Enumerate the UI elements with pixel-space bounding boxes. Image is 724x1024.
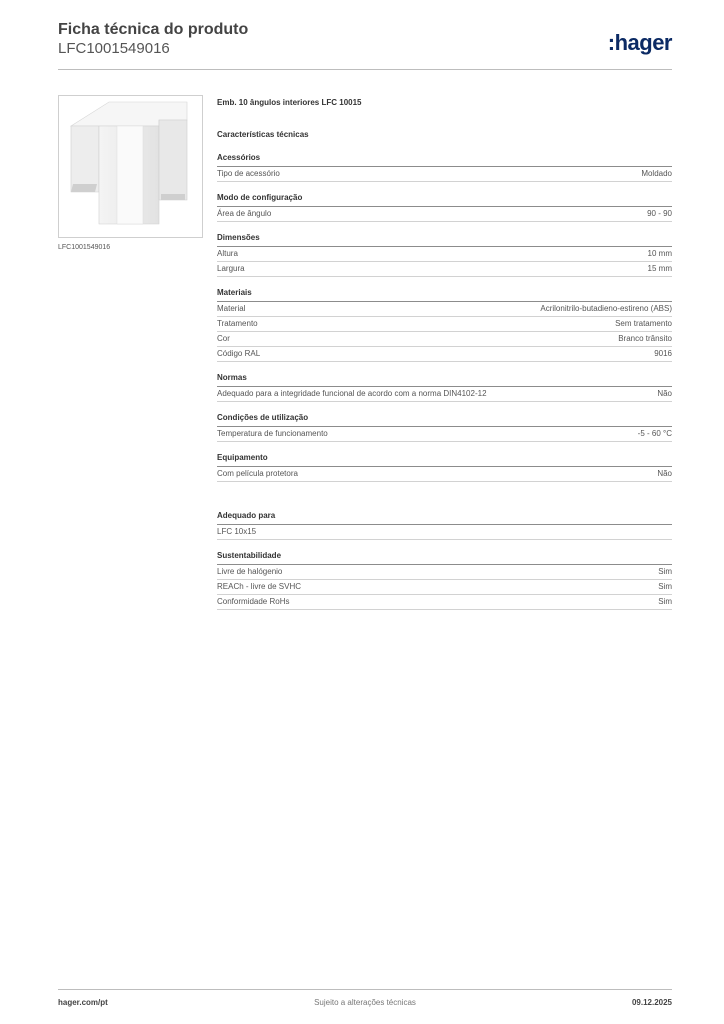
product-image (58, 95, 203, 238)
spec-content (217, 96, 672, 610)
spec-row (217, 302, 672, 317)
logo-colon: : (607, 30, 615, 55)
spec-value: Sim (658, 567, 672, 576)
spec-value: Sem tratamento (615, 319, 672, 328)
tech-characteristics-heading: Características técnicas (217, 130, 309, 139)
spec-row (217, 387, 672, 402)
section-dimensoes (217, 232, 672, 277)
spec-label: Área de ângulo (217, 209, 272, 218)
product-code-subtitle: LFC1001549016 (58, 40, 170, 57)
spec-row (217, 167, 672, 182)
section-title: Condições de utilização (217, 412, 672, 427)
section-materiais (217, 287, 672, 362)
spec-label: Código RAL (217, 349, 261, 358)
spec-label: Conformidade RoHs (217, 597, 290, 606)
header-divider (58, 69, 672, 70)
spec-label: Cor (217, 334, 230, 343)
spec-row (217, 262, 672, 277)
footer-divider (58, 989, 672, 990)
spec-value: -5 - 60 °C (637, 429, 672, 438)
section-title: Sustentabilidade (217, 550, 672, 565)
spec-row (217, 207, 672, 222)
spec-value: Sim (658, 582, 672, 591)
spec-value: Moldado (641, 169, 672, 178)
section-title: Equipamento (217, 452, 672, 467)
spec-row (217, 427, 672, 442)
spec-row (217, 580, 672, 595)
spec-row (217, 247, 672, 262)
section-equipamento (217, 452, 672, 482)
section-condicoes-utilizacao (217, 412, 672, 442)
spec-label: Temperatura de funcionamento (217, 429, 328, 438)
spec-value: Não (657, 469, 672, 478)
spec-label: LFC 10x15 (217, 527, 257, 536)
spec-label: Altura (217, 249, 238, 258)
page-header (58, 20, 672, 70)
footer-website-link[interactable]: hager.com/pt (58, 998, 108, 1007)
hager-logo (608, 30, 672, 56)
section-acessorios (217, 152, 672, 182)
spec-label: Com película protetora (217, 469, 298, 478)
image-caption: LFC1001549016 (58, 244, 111, 251)
spec-label: Material (217, 304, 246, 313)
section-title: Materiais (217, 287, 672, 302)
spec-row (217, 595, 672, 610)
spec-label: Adequado para a integridade funcional de acordo com a norma DIN4102-12 (217, 389, 487, 398)
spec-value: Não (657, 389, 672, 398)
corner-piece-illustration (59, 96, 202, 237)
section-title: Modo de configuração (217, 192, 672, 207)
spec-value: Acrilonitrilo-butadieno-estireno (ABS) (540, 304, 672, 313)
section-sustentabilidade (217, 550, 672, 610)
spec-label: Tratamento (217, 319, 258, 328)
footer-notice: Sujeito a alterações técnicas (314, 998, 416, 1007)
section-normas (217, 372, 672, 402)
spec-value: 10 mm (647, 249, 672, 258)
spec-row (217, 317, 672, 332)
spec-row (217, 347, 672, 362)
section-title: Adequado para (217, 510, 672, 525)
spec-row (217, 525, 672, 540)
section-title: Acessórios (217, 152, 672, 167)
spec-value: 9016 (654, 349, 672, 358)
section-title: Dimensões (217, 232, 672, 247)
spec-label: Tipo de acessório (217, 169, 280, 178)
spec-row (217, 332, 672, 347)
section-modo-configuracao (217, 192, 672, 222)
spec-value: Sim (658, 597, 672, 606)
footer-date: 09.12.2025 (631, 998, 672, 1007)
spec-row (217, 467, 672, 482)
spec-value: 15 mm (647, 264, 672, 273)
section-adequado-para (217, 510, 672, 540)
product-name: Emb. 10 ângulos interiores LFC 10015 (217, 98, 362, 107)
page-title: Ficha técnica do produto (58, 21, 249, 38)
spec-row (217, 565, 672, 580)
spec-label: Largura (217, 264, 245, 273)
section-title: Normas (217, 372, 672, 387)
spec-value: 90 - 90 (647, 209, 672, 218)
spec-value: Branco trânsito (618, 334, 672, 343)
spec-label: REACh - livre de SVHC (217, 582, 302, 591)
logo-text: hager (614, 30, 672, 55)
spec-label: Livre de halógenio (217, 567, 283, 576)
